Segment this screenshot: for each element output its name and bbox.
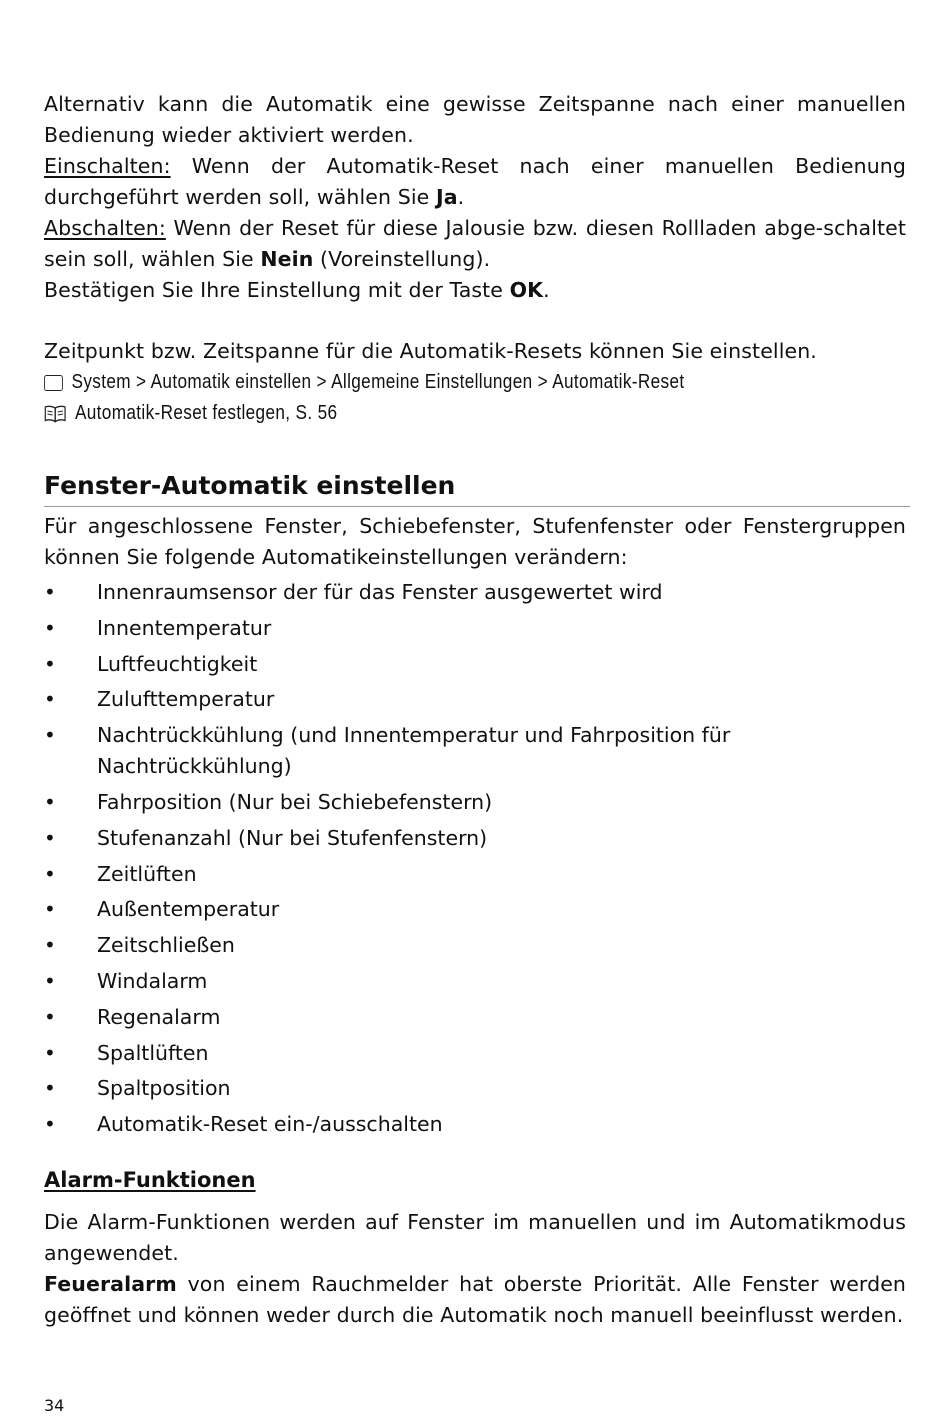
section-heading-alarm: Alarm-Funktionen bbox=[44, 1168, 256, 1193]
bullet-icon: • bbox=[44, 933, 56, 958]
confirm-text: Bestätigen Sie Ihre Einstellung mit der Taste bbox=[44, 278, 510, 302]
abschalten-text: Wenn der Reset für diese Jalousie bzw. diesen Rollladen abge-schaltet sein soll, wählen Sie bbox=[44, 216, 906, 271]
display-icon bbox=[44, 375, 63, 391]
einschalten-end: . bbox=[457, 185, 465, 209]
menu-path-text: System > Automatik einstellen > Allgemeine Einstellungen > Automatik-Reset bbox=[71, 371, 685, 393]
list-item: • Innentemperatur bbox=[44, 613, 906, 644]
timing-paragraph: Zeitpunkt bzw. Zeitspanne für die Automatik-Resets können Sie einstellen. bbox=[44, 339, 817, 363]
manual-reference-text: Automatik-Reset festlegen, S. 56 bbox=[74, 402, 338, 424]
bullet-icon: • bbox=[44, 861, 56, 886]
alarm-paragraph: Die Alarm-Funktionen werden auf Fenster im manuellen und im Automatikmodus angewendet. bbox=[44, 1210, 906, 1266]
bullet-icon: • bbox=[44, 789, 56, 814]
list-item: • Spaltlüften bbox=[44, 1038, 906, 1069]
list-item: • Nachtrückkühlung (und Innentemperatur und Fahrposition für Nachtrückkühlung) bbox=[44, 720, 906, 782]
confirm-end: . bbox=[543, 278, 550, 302]
bullet-icon: • bbox=[44, 687, 56, 712]
bullet-icon: • bbox=[44, 1004, 56, 1029]
einschalten-label: Einschalten: bbox=[44, 154, 171, 178]
bullet-icon: • bbox=[44, 1112, 56, 1137]
bullet-icon: • bbox=[44, 968, 56, 993]
confirm-paragraph bbox=[44, 275, 906, 306]
settings-list bbox=[44, 577, 906, 1140]
list-item: • Regenalarm bbox=[44, 1002, 906, 1033]
list-item: • Luftfeuchtigkeit bbox=[44, 649, 906, 680]
fenster-intro: Für angeschlossene Fenster, Schiebefenster, Stufenfenster oder Fenstergruppen können Sie folgende Automatikeinstellungen verändern: bbox=[44, 514, 906, 569]
abschalten-paragraph bbox=[44, 213, 906, 275]
list-item: • Windalarm bbox=[44, 966, 906, 997]
list-item: • Spaltposition bbox=[44, 1073, 906, 1104]
fire-alarm-text: von einem Rauchmelder hat oberste Priorität. Alle Fenster werden geöffnet und können weder durch die Automatik noch manuell beeinflusst werden. bbox=[44, 1272, 906, 1328]
bullet-icon: • bbox=[44, 615, 56, 640]
list-item: • Innenraumsensor der für das Fenster ausgewertet wird bbox=[44, 577, 906, 608]
bullet-icon: • bbox=[44, 723, 56, 748]
einschalten-paragraph bbox=[44, 151, 906, 213]
abschalten-value: Nein bbox=[260, 247, 314, 271]
bullet-icon: • bbox=[44, 825, 56, 850]
reset-paragraph: Alternativ kann die Automatik eine gewisse Zeitspanne nach einer manuellen Bedienung wieder aktiviert werden. bbox=[44, 92, 906, 147]
abschalten-label: Abschalten: bbox=[44, 216, 166, 240]
bullet-icon: • bbox=[44, 651, 56, 676]
bullet-icon: • bbox=[44, 1040, 56, 1065]
list-item: • Zeitschließen bbox=[44, 930, 906, 961]
menu-path bbox=[44, 367, 785, 398]
abschalten-end: (Voreinstellung). bbox=[313, 247, 491, 271]
bullet-icon: • bbox=[44, 580, 56, 604]
list-item: • Automatik-Reset ein-/ausschalten bbox=[44, 1109, 906, 1140]
confirm-key: OK bbox=[509, 278, 544, 302]
bullet-icon: • bbox=[44, 1076, 56, 1101]
einschalten-value: Ja bbox=[435, 185, 458, 209]
list-item: • Zulufttemperatur bbox=[44, 684, 906, 715]
fire-alarm-label: Feueralarm bbox=[44, 1272, 177, 1297]
page-content bbox=[44, 89, 906, 1331]
list-item: • Stufenanzahl (Nur bei Stufenfenstern) bbox=[44, 823, 906, 854]
list-item: • Außentemperatur bbox=[44, 894, 906, 925]
list-item: • Fahrposition (Nur bei Schiebefenstern) bbox=[44, 787, 906, 818]
bullet-icon: • bbox=[44, 897, 56, 922]
manual-reference bbox=[44, 398, 785, 429]
fire-alarm-paragraph bbox=[44, 1269, 906, 1331]
section-heading-fenster: Fenster-Automatik einstellen bbox=[44, 471, 910, 507]
page-number: 34 bbox=[44, 1396, 65, 1415]
book-icon bbox=[44, 405, 66, 423]
einschalten-text: Wenn der Automatik-Reset nach einer manuellen Bedienung durchgeführt werden soll, wählen Sie bbox=[44, 154, 906, 209]
list-item: • Zeitlüften bbox=[44, 859, 906, 890]
